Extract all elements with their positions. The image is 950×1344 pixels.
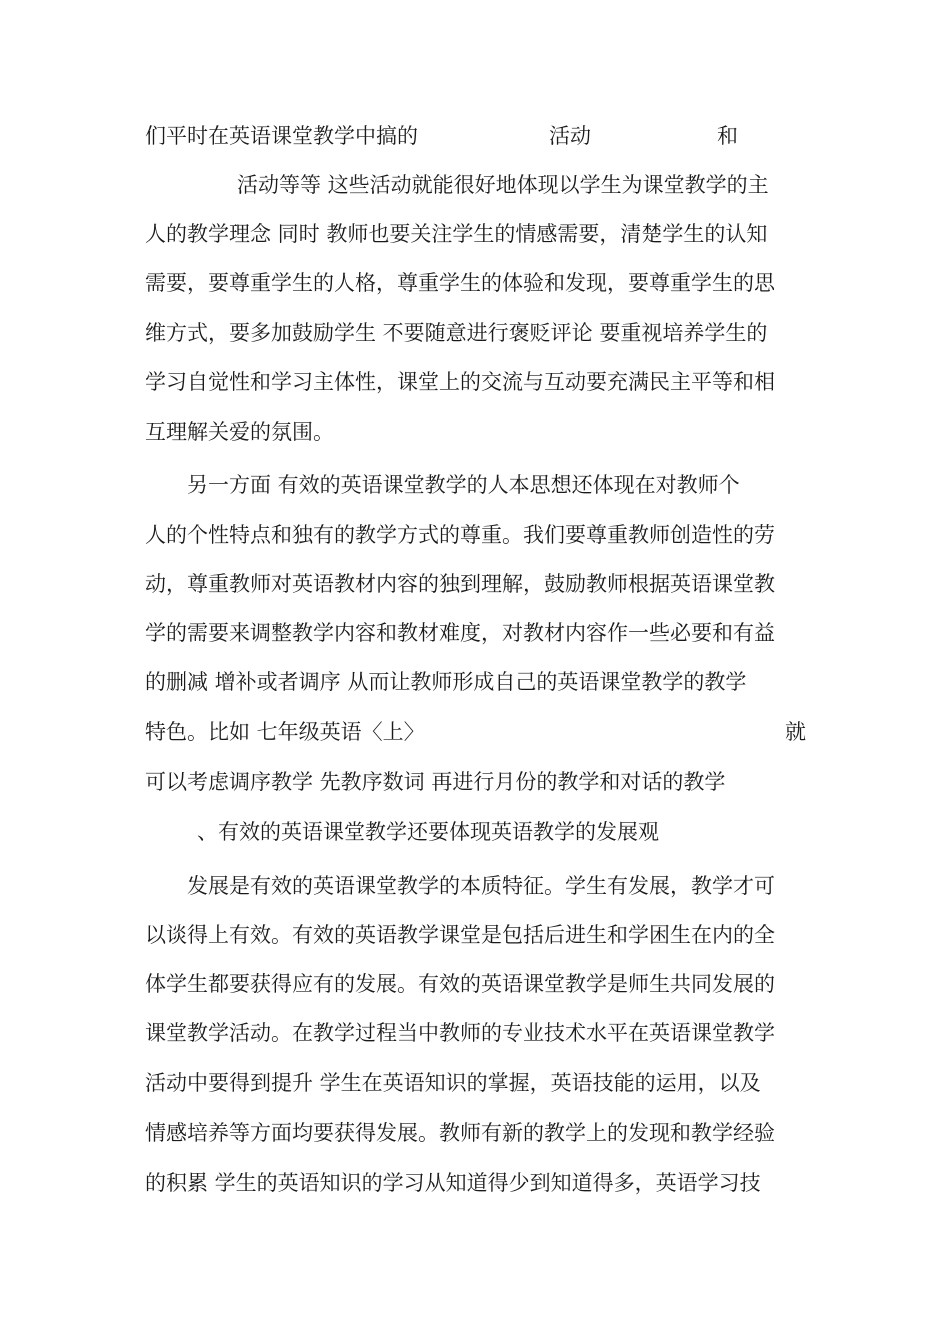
text-segment: 学的需要来调整教学内容和教材难度，对教材内容作一些必要和有益	[145, 621, 775, 645]
text-segment: 就	[785, 720, 806, 744]
text-line	[145, 313, 807, 353]
text-segment: 和	[717, 124, 738, 148]
text-line	[145, 263, 807, 303]
text-segment: 以谈得上有效。有效的英语教学课堂是包括后进生和学困生在内的全	[145, 923, 775, 947]
text-line	[145, 915, 807, 955]
text-line	[145, 564, 807, 604]
text-segment: 的删减 增补或者调序 从而让教师形成自己的英语课堂教学的教学	[145, 670, 747, 694]
text-line	[145, 866, 807, 906]
text-segment: 活动等等 这些活动就能很好地体现以学生为课堂教学的主	[237, 173, 769, 197]
text-segment: 学习自觉性和学习主体性，课堂上的交流与互动要充满民主平等和相	[145, 370, 775, 394]
text-segment: 发展是有效的英语课堂教学的本质特征。学生有发展，教学才可	[187, 874, 775, 898]
text-line	[145, 662, 807, 702]
text-segment: 人的教学理念 同时 教师也要关注学生的情感需要，清楚学生的认知	[145, 222, 768, 246]
text-segment: 课堂教学活动。在教学过程当中教师的专业技术水平在英语课堂教学	[145, 1021, 775, 1045]
text-segment: 需要，要尊重学生的人格，尊重学生的体验和发现，要尊重学生的思	[145, 271, 775, 295]
text-line	[145, 412, 807, 452]
text-segment: 的积累 学生的英语知识的学习从知道得少到知道得多，英语学习技	[145, 1171, 761, 1195]
text-segment: 维方式，要多加鼓励学生 不要随意进行褒贬评论 要重视培养学生的	[145, 321, 768, 345]
text-line	[145, 1063, 807, 1103]
text-line	[145, 1163, 807, 1203]
text-line	[145, 613, 807, 653]
text-segment: 、有效的英语课堂教学还要体现英语教学的发展观	[197, 820, 659, 844]
text-line	[145, 116, 807, 156]
text-segment: 动，尊重教师对英语教材内容的独到理解，鼓励教师根据英语课堂教	[145, 572, 775, 596]
text-segment: 人的个性特点和独有的教学方式的尊重。我们要尊重教师创造性的劳	[145, 523, 775, 547]
section-heading	[145, 812, 807, 852]
text-segment: 们平时在英语课堂教学中搞的	[145, 124, 418, 148]
text-line	[145, 1013, 807, 1053]
text-line	[145, 1113, 807, 1153]
text-segment: 活动中要得到提升 学生在英语知识的掌握，英语技能的运用，以及	[145, 1071, 761, 1095]
text-segment: 另一方面 有效的英语课堂教学的人本思想还体现在对教师个	[187, 473, 740, 497]
text-line	[145, 165, 807, 205]
text-segment: 特色。比如 七年级英语〈上〉	[145, 720, 425, 744]
text-segment: 可以考虑调序教学 先教序数词 再进行月份的教学和对话的教学	[145, 770, 726, 794]
text-line	[145, 712, 807, 752]
text-segment: 活动	[549, 124, 591, 148]
text-line	[145, 515, 807, 555]
text-segment: 体学生都要获得应有的发展。有效的英语课堂教学是师生共同发展的	[145, 972, 775, 996]
text-segment: 情感培养等方面均要获得发展。教师有新的教学上的发现和教学经验	[145, 1121, 775, 1145]
text-segment: 互理解关爱的氛围。	[145, 420, 334, 444]
text-line	[145, 214, 807, 254]
text-line	[145, 964, 807, 1004]
text-line	[145, 362, 807, 402]
text-line	[145, 465, 807, 505]
text-line	[145, 762, 807, 802]
